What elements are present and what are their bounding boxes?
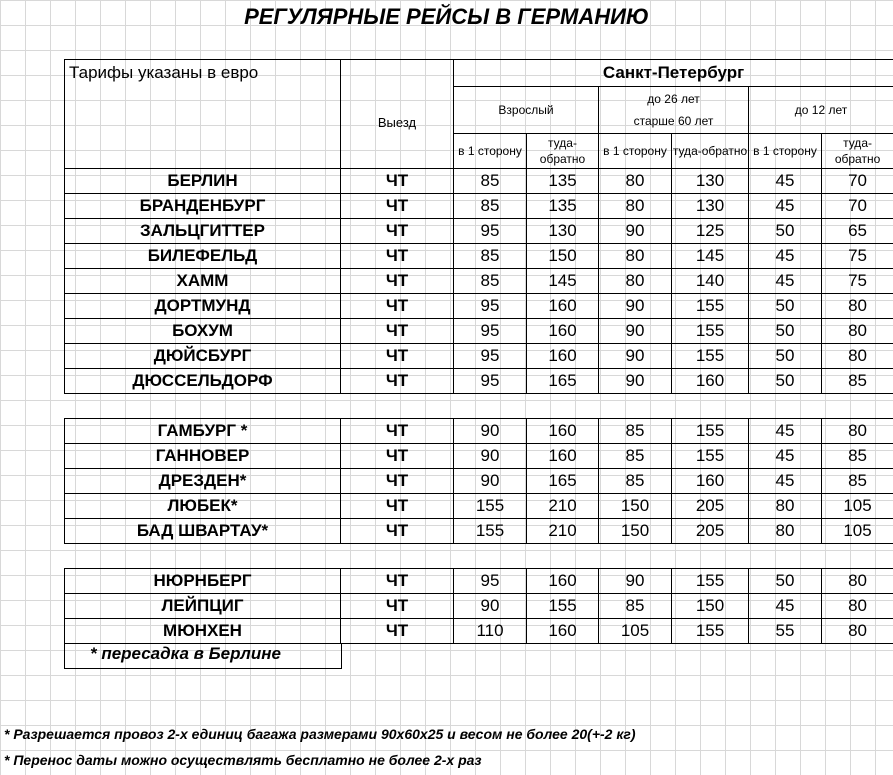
fare-value: 150: [527, 244, 599, 269]
departure-city-header: Санкт-Петербург: [454, 60, 893, 87]
fare-value: 70: [822, 169, 893, 194]
fare-value: 90: [454, 594, 527, 619]
page-title: РЕГУЛЯРНЫЕ РЕЙСЫ В ГЕРМАНИЮ: [244, 4, 649, 29]
destination-city: ГАМБУРГ *: [65, 419, 341, 444]
fare-value: 85: [822, 444, 893, 469]
section-gap: [65, 544, 893, 569]
fare-value: 155: [672, 319, 749, 344]
fare-value: 65: [822, 219, 893, 244]
fare-value: 90: [599, 294, 672, 319]
fare-value: 105: [822, 494, 893, 519]
fare-value: 160: [672, 469, 749, 494]
fare-value: 90: [454, 444, 527, 469]
departure-day: ЧТ: [341, 219, 454, 244]
destination-city: ГАННОВЕР: [65, 444, 341, 469]
table-row: [65, 469, 893, 494]
table-row: [65, 569, 893, 594]
departure-day: ЧТ: [341, 244, 454, 269]
fare-value: 85: [822, 469, 893, 494]
fare-value: 155: [454, 519, 527, 544]
departure-day: ЧТ: [341, 619, 454, 644]
fare-value: 85: [599, 594, 672, 619]
fare-value: 90: [454, 469, 527, 494]
fare-value: 80: [822, 294, 893, 319]
destination-city: НЮРНБЕРГ: [65, 569, 341, 594]
fare-value: 85: [454, 244, 527, 269]
one-way-header: в 1 сторону: [599, 134, 672, 169]
fare-value: 90: [599, 369, 672, 394]
fare-value: 85: [599, 419, 672, 444]
fare-value: 80: [749, 494, 822, 519]
destination-city: ЛЮБЕК*: [65, 494, 341, 519]
fare-value: 45: [749, 444, 822, 469]
fare-value: 45: [749, 419, 822, 444]
destination-city: БОХУМ: [65, 319, 341, 344]
departure-day: ЧТ: [341, 169, 454, 194]
destination-city: ЗАЛЬЦГИТТЕР: [65, 219, 341, 244]
transfer-footnote: * пересадка в Берлине: [90, 644, 281, 663]
fare-value: 45: [749, 244, 822, 269]
table-row: [65, 169, 893, 194]
destination-city: БРАНДЕНБУРГ: [65, 194, 341, 219]
fare-value: 160: [672, 369, 749, 394]
fare-value: 85: [822, 369, 893, 394]
section-gap-cell: [65, 544, 893, 569]
fare-value: 45: [749, 169, 822, 194]
fare-value: 85: [454, 169, 527, 194]
departure-day: ЧТ: [341, 269, 454, 294]
departure-day: ЧТ: [341, 469, 454, 494]
table-row: [65, 594, 893, 619]
fare-value: 75: [822, 269, 893, 294]
fare-value: 85: [599, 469, 672, 494]
departure-day: ЧТ: [341, 294, 454, 319]
fare-value: 210: [527, 519, 599, 544]
fare-value: 140: [672, 269, 749, 294]
fare-value: 205: [672, 519, 749, 544]
round-trip-header: туда-обратно: [527, 134, 599, 169]
fare-value: 80: [822, 344, 893, 369]
fare-value: 80: [822, 319, 893, 344]
table-row: [65, 444, 893, 469]
departure-day: ЧТ: [341, 319, 454, 344]
fare-value: 80: [599, 269, 672, 294]
child-header: до 12 лет: [749, 87, 893, 134]
fare-value: 155: [672, 344, 749, 369]
destination-city: ДОРТМУНД: [65, 294, 341, 319]
fare-value: 45: [749, 594, 822, 619]
fare-value: 130: [672, 169, 749, 194]
fare-value: 160: [527, 344, 599, 369]
one-way-header: в 1 сторону: [749, 134, 822, 169]
fare-value: 160: [527, 319, 599, 344]
fare-value: 165: [527, 369, 599, 394]
destination-city: ДЮЙСБУРГ: [65, 344, 341, 369]
fare-value: 50: [749, 319, 822, 344]
fare-value: 135: [527, 169, 599, 194]
destination-city: БЕРЛИН: [65, 169, 341, 194]
fare-value: 165: [527, 469, 599, 494]
section-gap: [65, 394, 893, 419]
fare-value: 90: [599, 219, 672, 244]
round-trip-header: туда-обратно: [672, 134, 749, 169]
baggage-footnote: * Разрешается провоз 2-х единиц багажа размерами 90х60х25 и весом не более 20(+-2 кг): [4, 726, 636, 742]
fare-value: 155: [454, 494, 527, 519]
fare-value: 80: [822, 419, 893, 444]
departure-day: ЧТ: [341, 194, 454, 219]
fare-value: 50: [749, 219, 822, 244]
fare-value: 210: [527, 494, 599, 519]
fare-value: 160: [527, 294, 599, 319]
departure-day: ЧТ: [341, 494, 454, 519]
destination-city: БИЛЕФЕЛЬД: [65, 244, 341, 269]
departure-day: ЧТ: [341, 594, 454, 619]
table-row: [65, 369, 893, 394]
fare-value: 155: [672, 294, 749, 319]
fare-value: 80: [822, 619, 893, 644]
table-row: [65, 244, 893, 269]
table-row: [65, 294, 893, 319]
fare-value: 150: [672, 594, 749, 619]
fare-value: 80: [599, 194, 672, 219]
destination-city: БАД ШВАРТАУ*: [65, 519, 341, 544]
fare-value: 50: [749, 369, 822, 394]
destination-city: ДРЕЗДЕН*: [65, 469, 341, 494]
fare-value: 205: [672, 494, 749, 519]
table-row: [65, 519, 893, 544]
departure-day: ЧТ: [341, 344, 454, 369]
table-row: [65, 419, 893, 444]
fare-value: 95: [454, 569, 527, 594]
fare-value: 125: [672, 219, 749, 244]
fare-value: 80: [822, 569, 893, 594]
fare-value: 90: [599, 344, 672, 369]
fare-value: 80: [822, 594, 893, 619]
table-row: [65, 319, 893, 344]
adult-header: Взрослый: [454, 87, 599, 134]
table-row: [65, 194, 893, 219]
fare-value: 105: [822, 519, 893, 544]
fare-value: 90: [599, 569, 672, 594]
fare-value: 155: [672, 569, 749, 594]
date-change-footnote: * Перенос даты можно осуществлять бесплатно не более 2-х раз: [4, 752, 482, 768]
one-way-header: в 1 сторону: [454, 134, 527, 169]
youth-senior-header: [599, 87, 749, 134]
senior-line: старше 60 лет: [633, 114, 714, 128]
fare-value: 155: [527, 594, 599, 619]
fare-value: 130: [527, 219, 599, 244]
fare-value: 145: [672, 244, 749, 269]
departure-day: ЧТ: [341, 444, 454, 469]
destination-city: ЛЕЙПЦИГ: [65, 594, 341, 619]
departure-day: ЧТ: [341, 419, 454, 444]
fare-value: 45: [749, 269, 822, 294]
fare-value: 95: [454, 294, 527, 319]
destination-city: МЮНХЕН: [65, 619, 341, 644]
fare-value: 95: [454, 319, 527, 344]
fare-value: 160: [527, 619, 599, 644]
fare-value: 80: [749, 519, 822, 544]
table-row: [65, 269, 893, 294]
fare-value: 150: [599, 519, 672, 544]
fare-value: 150: [599, 494, 672, 519]
fare-value: 95: [454, 219, 527, 244]
fare-value: 70: [822, 194, 893, 219]
table-row: [65, 219, 893, 244]
fare-value: 55: [749, 619, 822, 644]
fare-value: 85: [599, 444, 672, 469]
fare-value: 155: [672, 444, 749, 469]
fare-value: 130: [672, 194, 749, 219]
fare-value: 155: [672, 619, 749, 644]
fare-value: 45: [749, 194, 822, 219]
fare-value: 135: [527, 194, 599, 219]
fare-value: 95: [454, 344, 527, 369]
table-row: [65, 494, 893, 519]
fare-value: 85: [454, 194, 527, 219]
fare-value: 145: [527, 269, 599, 294]
round-trip-header: туда-обратно: [822, 134, 893, 169]
table-row: [65, 619, 893, 644]
fare-value: 155: [672, 419, 749, 444]
fare-value: 50: [749, 344, 822, 369]
fare-value: 110: [454, 619, 527, 644]
fare-value: 50: [749, 294, 822, 319]
fare-value: 160: [527, 444, 599, 469]
tariff-note: Тарифы указаны в евро: [65, 60, 341, 169]
fare-value: 105: [599, 619, 672, 644]
departure-day: ЧТ: [341, 519, 454, 544]
fare-value: 80: [599, 244, 672, 269]
table-row: [65, 344, 893, 369]
fare-value: 80: [599, 169, 672, 194]
fare-value: 45: [749, 469, 822, 494]
destination-city: ХАММ: [65, 269, 341, 294]
fare-value: 85: [454, 269, 527, 294]
fare-value: 90: [599, 319, 672, 344]
exit-day-header: Выезд: [341, 60, 454, 169]
departure-day: ЧТ: [341, 369, 454, 394]
youth-line: до 26 лет: [647, 92, 700, 106]
destination-city: ДЮССЕЛЬДОРФ: [65, 369, 341, 394]
fare-value: 160: [527, 419, 599, 444]
fare-value: 95: [454, 369, 527, 394]
departure-day: ЧТ: [341, 569, 454, 594]
fare-table: [64, 59, 893, 644]
fare-value: 90: [454, 419, 527, 444]
fare-value: 50: [749, 569, 822, 594]
section-gap-cell: [65, 394, 893, 419]
fare-value: 75: [822, 244, 893, 269]
fare-value: 160: [527, 569, 599, 594]
